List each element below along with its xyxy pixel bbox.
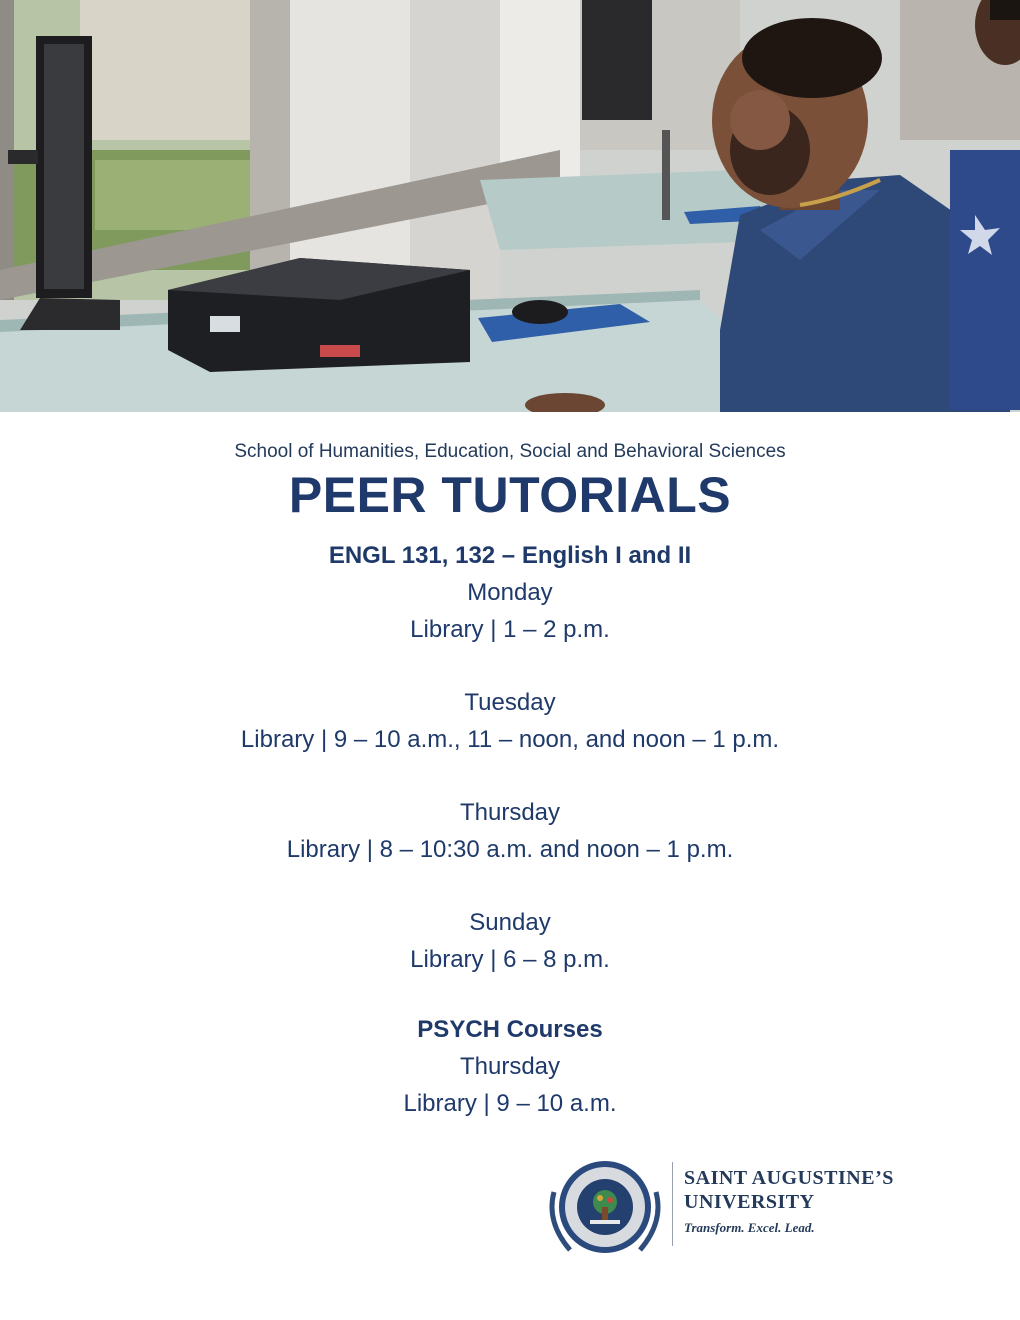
spacer <box>0 648 1020 684</box>
course-block-english <box>0 538 1020 978</box>
flyer-content <box>0 438 1020 1122</box>
university-logo <box>540 1152 920 1262</box>
session-day: Thursday <box>459 799 561 826</box>
session-day: Sunday <box>469 909 551 936</box>
course-title: ENGL 131, 132 – English I and II <box>328 542 692 569</box>
page-title: PEER TUTORIALS <box>288 467 732 523</box>
header-photo <box>0 0 1020 412</box>
university-tagline: Transform. Excel. Lead. <box>684 1220 815 1235</box>
spacer <box>0 868 1020 904</box>
spacer <box>0 758 1020 794</box>
session-details: Library | 8 – 10:30 a.m. and noon – 1 p.m. <box>286 836 734 863</box>
logo-divider <box>672 1162 673 1246</box>
student-at-computer-photo <box>0 0 1020 412</box>
course-title: PSYCH Courses <box>417 1016 603 1043</box>
session-details: Library | 6 – 8 p.m. <box>410 946 610 973</box>
school-name: School of Humanities, Education, Social and Behavioral Sciences <box>234 441 786 462</box>
university-seal-icon <box>540 1152 670 1262</box>
session-day: Monday <box>467 579 553 606</box>
session-day: Tuesday <box>464 689 556 716</box>
university-name-line1: SAINT AUGUSTINE’S <box>684 1167 894 1189</box>
session-details: Library | 9 – 10 a.m. <box>403 1090 617 1117</box>
session-details: Library | 1 – 2 p.m. <box>410 616 610 643</box>
logo-wordmark <box>684 1166 894 1236</box>
session-day: Thursday <box>459 1053 561 1080</box>
session-details: Library | 9 – 10 a.m., 11 – noon, and noon – 1 p.m. <box>240 726 780 753</box>
university-name-line2: UNIVERSITY <box>684 1191 815 1213</box>
course-block-psych <box>0 1012 1020 1122</box>
